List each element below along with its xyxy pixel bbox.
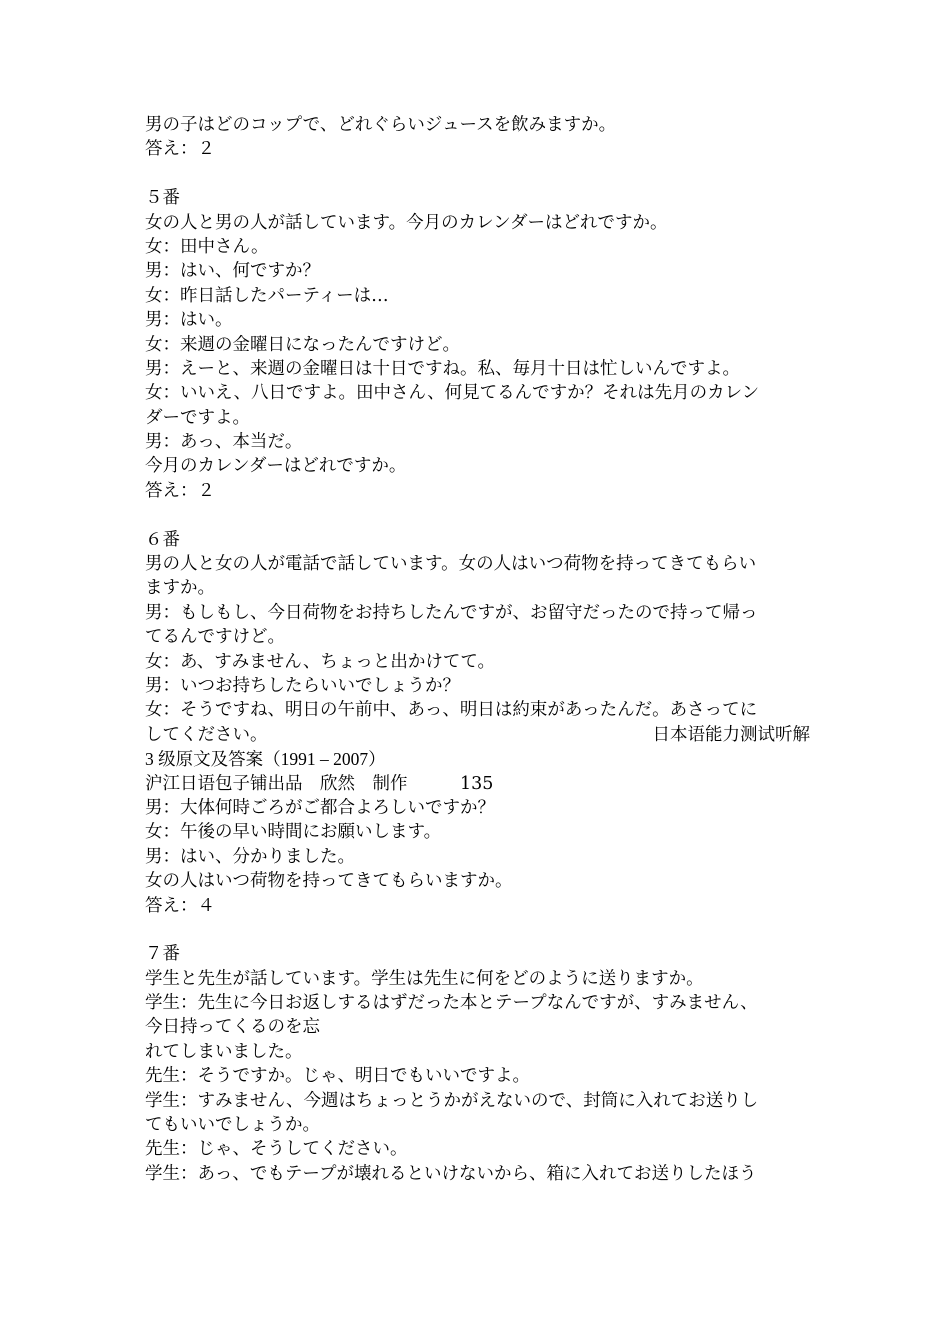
transcript-line: れてしまいました。 (145, 1041, 303, 1062)
transcript-line: 男の人と女の人が電話で話しています。女の人はいつ荷物を持ってきてもらい (145, 554, 757, 575)
transcript-line: 学生と先生が話しています。学生は先生に何をどのように送りますか。 (145, 968, 704, 989)
transcript-line: 男の子はどのコップで、どれぐらいジュースを飲みますか。 (145, 115, 617, 135)
transcript-line: 女：田中さん。 (145, 236, 269, 257)
transcript-line: 女：来週の金曜日になったんですけど。 (145, 334, 460, 355)
transcript-line: 女：午後の早い時間にお願いします。 (145, 822, 442, 843)
transcript-line: 女：そうですね、明日の午前中、あっ、明日は約束があったんだ。あさってに (145, 700, 758, 721)
transcript-line: 学生：先生に今日お返しするはずだった本とテープなんですが、すみません、 (145, 993, 758, 1014)
transcript-line: ますか。 (145, 578, 215, 599)
transcript-block-2 (145, 796, 810, 1186)
transcript-line: 女の人はいつ荷物を持ってきてもらいますか。 (145, 871, 513, 892)
running-header-credit: 沪江日语包子铺出品 欣然 制作 135 (145, 773, 494, 794)
transcript-line: 男：はい、分かりました。 (145, 846, 355, 867)
transcript-line: 男：もしもし、今日荷物をお持ちしたんですが、お留守だったので持って帰っ (145, 602, 758, 623)
transcript-line: 答え：２ (145, 480, 215, 501)
transcript-line: 女：あ、すみません、ちょっと出かけてて。 (145, 651, 495, 672)
transcript-line: 男：はい。 (145, 310, 233, 331)
transcript-line: 女：昨日話したパーティーは… (145, 285, 389, 306)
transcript-line: 今月のカレンダーはどれですか。 (145, 456, 407, 477)
transcript-line: てるんですけど。 (145, 627, 285, 648)
transcript-line: 男：あっ、本当だ。 (145, 432, 303, 453)
transcript-line: 男：いつお持ちしたらいいでしょうか？ (145, 675, 460, 696)
blank-line (145, 918, 810, 942)
blank-line (145, 162, 810, 186)
blank-line (145, 503, 810, 527)
transcript-line: 女の人と男の人が話しています。今月のカレンダーはどれですか。 (145, 212, 668, 233)
transcript-line: 学生：すみません、今週はちょっとうかがえないので、封筒に入れてお送りし (145, 1090, 759, 1111)
transcript-line: 男：はい、何ですか？ (145, 261, 320, 282)
running-header-title: 日本语能力测试听解 (652, 724, 810, 745)
transcript-line: 女：いいえ、八日ですよ。田中さん、何見てるんですか？それは先月のカレン (145, 383, 760, 404)
transcript-text (145, 113, 810, 1186)
transcript-line: 先生：そうですか。じゃ、明日でもいいですよ。 (145, 1066, 530, 1087)
dialogue-line: してください。 (145, 724, 268, 745)
running-header-subtitle: 3 级原文及答案（1991 – 2007） (145, 749, 386, 770)
page-break-line (145, 723, 810, 747)
transcript-line: 答え：４ (145, 895, 215, 916)
transcript-line: 男：大体何時ごろがご都合よろしいですか？ (145, 797, 495, 818)
transcript-line: ６番 (145, 529, 180, 550)
transcript-line: ５番 (145, 188, 180, 209)
transcript-line: 男：えーと、来週の金曜日は十日ですね。私、毎月十日は忙しいんですよ。 (145, 358, 740, 379)
transcript-line: てもいいでしょうか。 (145, 1115, 320, 1136)
transcript-line: ７番 (145, 944, 180, 965)
transcript-line: 今日持ってくるのを忘 (145, 1017, 320, 1038)
transcript-line: 先生：じゃ、そうしてください。 (145, 1139, 408, 1160)
transcript-line: ダーですよ。 (145, 407, 250, 428)
transcript-line: 答え：２ (145, 139, 215, 160)
transcript-block-1 (145, 113, 810, 723)
transcript-line: 学生：あっ、でもテープが壊れるといけないから、箱に入れてお送りしたほう (145, 1163, 757, 1184)
